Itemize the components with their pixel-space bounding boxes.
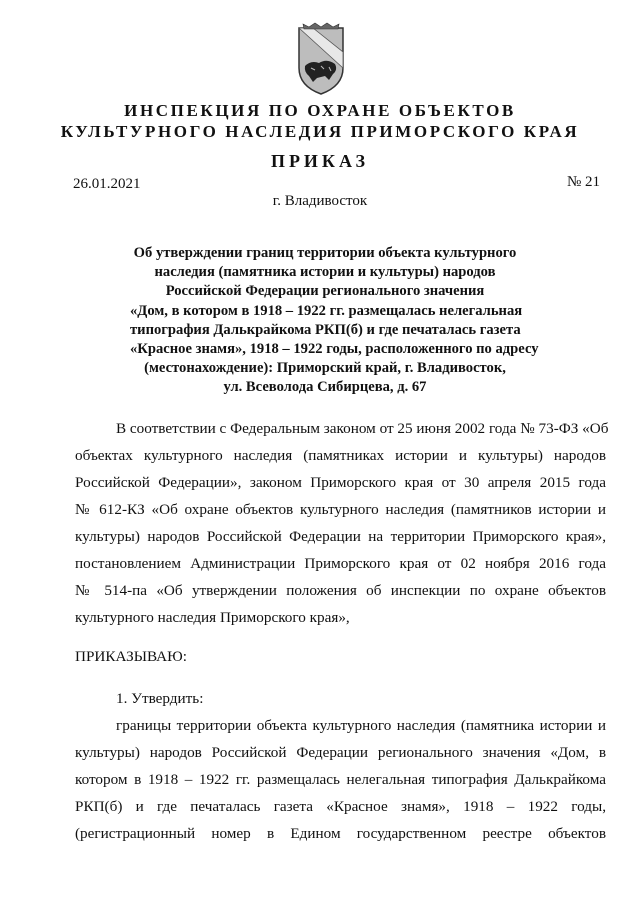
- item-1-line: РКП(б) и где печаталась газета «Красное знамя», 1918 – 1922 годы,: [75, 798, 606, 815]
- preamble-line: В соответствии с Федеральным законом от 25 июня 2002 года № 73-ФЗ «Об: [116, 420, 609, 437]
- preamble-line: Российской Федерации», законом Приморского края от 30 апреля 2015 года: [75, 474, 606, 491]
- item-1-line: границы территории объекта культурного наследия (памятника истории и: [116, 717, 606, 734]
- item-1-label: 1. Утвердить:: [116, 690, 204, 707]
- preamble-line: № 612-КЗ «Об охране объектов культурного наследия (памятников истории и: [75, 501, 606, 518]
- order-date: 26.01.2021: [73, 176, 141, 192]
- heading-line: типография Далькрайкома РКП(б) и где печаталась газета: [130, 321, 521, 338]
- preamble-line: культуры) народов Российской Федерации на территории Приморского края»,: [75, 528, 606, 545]
- heading-line: «Красное знамя», 1918 – 1922 годы, расположенного по адресу: [130, 341, 539, 358]
- agency-name-line1: ИНСПЕКЦИЯ ПО ОХРАНЕ ОБЪЕКТОВ: [124, 101, 516, 120]
- agency-name-line2: КУЛЬТУРНОГО НАСЛЕДИЯ ПРИМОРСКОГО КРАЯ: [60, 122, 580, 141]
- heading-line: ул. Всеволода Сибирцева, д. 67: [223, 379, 427, 396]
- order-heading: [130, 244, 539, 398]
- item-1-line: (регистрационный номер в Едином государственном реестре объектов: [75, 825, 606, 842]
- preamble-line: постановлением Администрации Приморского края от 02 ноября 2016 года: [75, 555, 606, 572]
- heading-line: Об утверждении границ территории объекта культурного: [133, 245, 517, 261]
- heading-line: (местонахождение): Приморский край, г. Владивосток,: [144, 360, 506, 377]
- item-1-line: культуры) народов Российской Федерации регионального значения «Дом, в: [75, 744, 606, 761]
- heading-line: Российской Федерации регионального значения: [165, 283, 485, 300]
- preamble-line: объектах культурного наследия (памятниках истории и культуры) народов: [75, 447, 606, 464]
- heading-line: наследия (памятника истории и культуры) народов: [154, 264, 496, 281]
- preamble-line: культурного наследия Приморского края»,: [75, 609, 350, 626]
- heading-line: «Дом, в котором в 1918 – 1922 гг. размещалась нелегальная: [130, 302, 523, 319]
- order-directive: ПРИКАЗЫВАЮ:: [75, 648, 187, 665]
- order-number: № 21: [566, 174, 600, 190]
- coat-of-arms-emblem: [291, 22, 351, 96]
- city: г. Владивосток: [272, 193, 368, 209]
- item-1-line: котором в 1918 – 1922 гг. размещалась нелегальная типография Далькрайкома: [75, 771, 606, 788]
- document-title: ПРИКАЗ: [270, 151, 370, 171]
- preamble-line: № 514-па «Об утверждении положения об инспекции по охране объектов: [75, 582, 606, 599]
